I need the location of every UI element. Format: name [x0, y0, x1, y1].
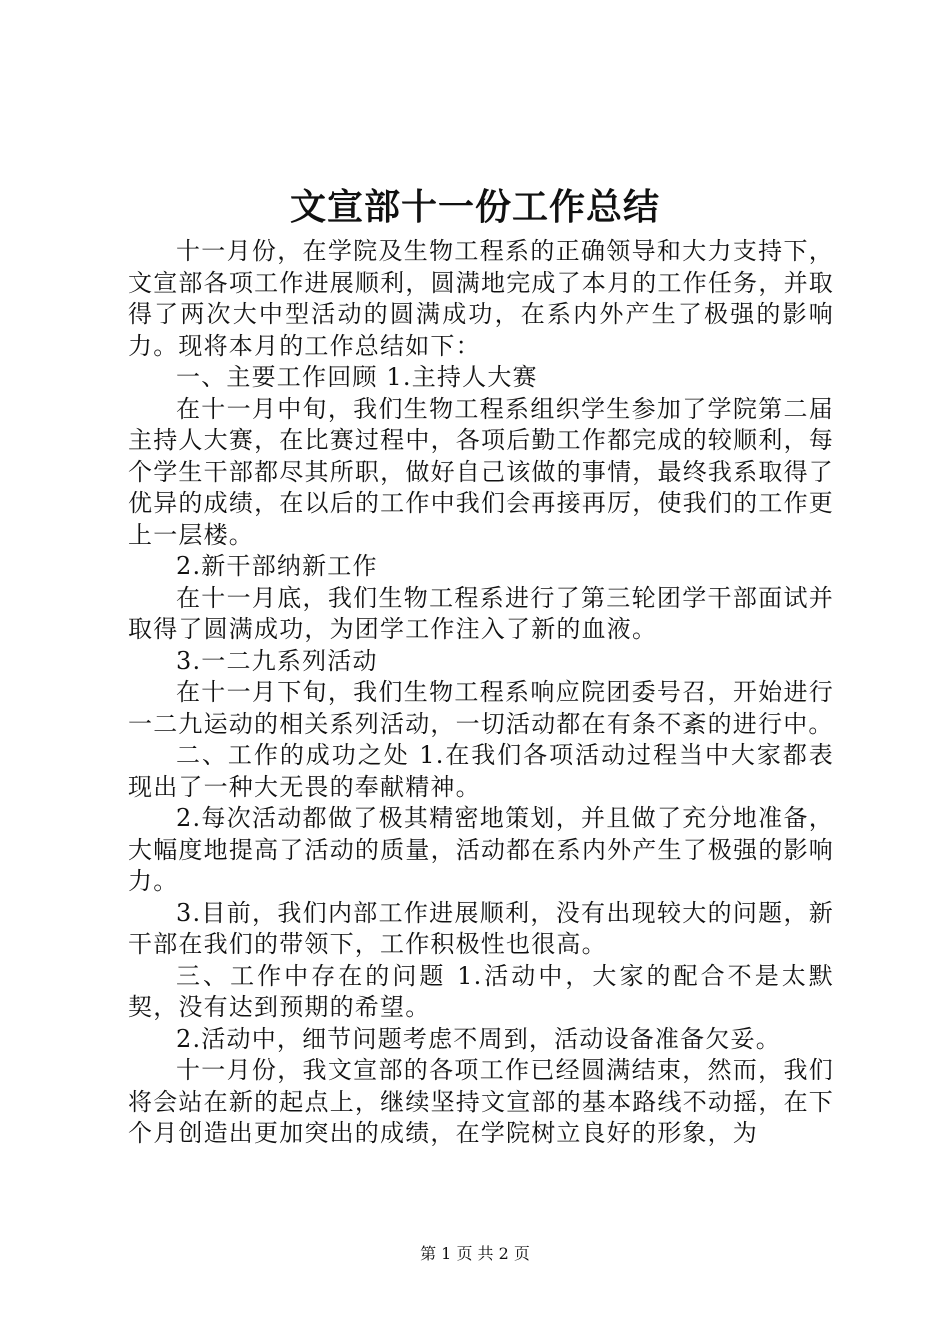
paragraph-conclusion: 十一月份，我文宣部的各项工作已经圆满结束，然而，我们将会站在新的起点上，继续坚持文宣部的基本路线不动摇，在下个月创造出更加突出的成绩，在学院树立良好的形象，为 [128, 1056, 834, 1147]
subheading-new-members: 2.新干部纳新工作 [176, 552, 378, 580]
paragraph-intro: 十一月份，在学院及生物工程系的正确领导和大力支持下，文宣部各项工作进展顺利，圆满地完成了本月的工作任务，并取得了两次大中型活动的圆满成功，在系内外产生了极强的影响力。现将本月的工作总结如下： [128, 237, 834, 360]
paragraph-success-2: 2.每次活动都做了极其精密地策划，并且做了充分地准备，大幅度地提高了活动的质量，活动都在系内外产生了极强的影响力。 [128, 804, 834, 895]
section-heading-successes: 二、工作的成功之处 1.在我们各项活动过程当中大家都表现出了一种大无畏的奉献精神。 [128, 741, 834, 801]
paragraph-host-contest: 在十一月中旬，我们生物工程系组织学生参加了学院第二届主持人大赛，在比赛过程中，各项后勤工作都完成的较顺利，每个学生干部都尽其所职，做好自己该做的事情，最终我系取得了优异的成绩，在以后的工作中我们会再接再厉，使我们的工作更上一层楼。 [128, 394, 834, 549]
paragraph-new-members: 在十一月底，我们生物工程系进行了第三轮团学干部面试并取得了圆满成功，为团学工作注入了新的血液。 [128, 583, 834, 643]
document-title: 文宣部十一份工作总结 [289, 186, 660, 228]
subheading-129-activities: 3.一二九系列活动 [176, 646, 378, 675]
paragraph-129-activities: 在十一月下旬，我们生物工程系响应院团委号召，开始进行一二九运动的相关系列活动，一切活动都在有条不紊的进行中。 [128, 678, 834, 738]
paragraph-success-3: 3.目前，我们内部工作进展顺利，没有出现较大的问题，新干部在我们的带领下，工作积极性也很高。 [128, 898, 834, 958]
document-body [128, 236, 834, 1150]
page-number-footer: 第 1 页 共 2 页 [420, 1244, 530, 1263]
section-heading-review: 一、主要工作回顾 1.主持人大赛 [176, 363, 538, 391]
paragraph-problem-2: 2.活动中，细节问题考虑不周到，活动设备准备欠妥。 [176, 1024, 781, 1053]
section-heading-problems: 三、工作中存在的问题 1.活动中，大家的配合不是太默契，没有达到预期的希望。 [128, 961, 834, 1021]
